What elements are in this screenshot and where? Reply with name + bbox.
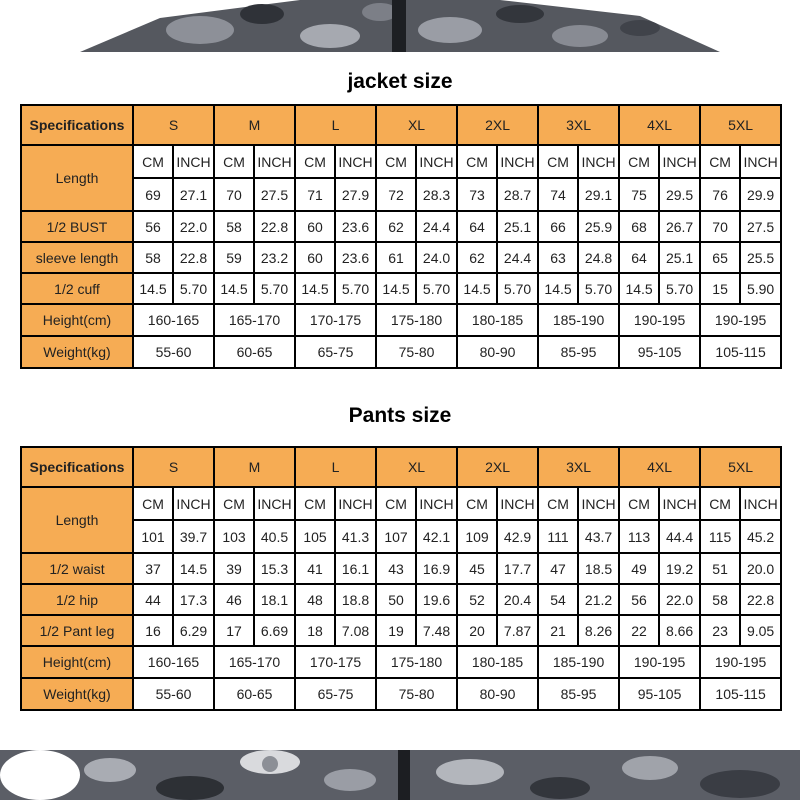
value-cell: 8.66 [659,615,700,646]
measurement-row [21,615,781,646]
weight-range-cell: 105-115 [700,678,781,710]
unit-cell: INCH [254,145,295,178]
row-label: 1/2 hip [21,584,133,615]
height-range-cell: 190-195 [700,646,781,678]
value-cell: 5.70 [254,273,295,304]
value-cell: 15.3 [254,553,295,584]
value-cell: 61 [376,242,416,273]
weight-row [21,336,781,368]
unit-cell: CM [133,145,173,178]
value-cell: 73 [457,178,497,211]
height-label: Height(cm) [21,646,133,678]
row-label: 1/2 BUST [21,211,133,242]
height-range-cell: 175-180 [376,304,457,336]
size-header: 4XL [619,447,700,487]
weight-range-cell: 95-105 [619,678,700,710]
value-cell: 19.6 [416,584,457,615]
value-cell: 23.2 [254,242,295,273]
value-cell: 71 [295,178,335,211]
value-cell: 21 [538,615,578,646]
value-cell: 20 [457,615,497,646]
value-cell: 14.5 [619,273,659,304]
weight-range-cell: 95-105 [619,336,700,368]
size-header: 3XL [538,447,619,487]
value-cell: 16.9 [416,553,457,584]
unit-cell: CM [457,487,497,520]
value-cell: 5.70 [173,273,214,304]
value-cell: 39 [214,553,254,584]
value-cell: 44.4 [659,520,700,553]
value-cell: 48 [295,584,335,615]
value-cell: 6.69 [254,615,295,646]
value-cell: 25.1 [497,211,538,242]
value-cell: 75 [619,178,659,211]
value-cell: 14.5 [214,273,254,304]
value-cell: 7.08 [335,615,376,646]
specifications-label: Specifications [21,447,133,487]
value-cell: 42.9 [497,520,538,553]
value-cell: 41.3 [335,520,376,553]
size-header: 5XL [700,447,781,487]
camo-pattern-bottom [0,750,800,800]
value-cell: 25.9 [578,211,619,242]
value-cell: 5.70 [497,273,538,304]
value-cell: 18.1 [254,584,295,615]
value-cell: 101 [133,520,173,553]
value-cell: 7.48 [416,615,457,646]
pants-table-body [21,447,781,710]
value-cell: 70 [214,178,254,211]
height-range-cell: 165-170 [214,304,295,336]
unit-cell: INCH [497,145,538,178]
height-range-cell: 190-195 [619,646,700,678]
weight-range-cell: 80-90 [457,678,538,710]
value-cell: 54 [538,584,578,615]
value-cell: 20.0 [740,553,781,584]
jacket-size-title: jacket size [347,70,453,93]
value-cell: 18.8 [335,584,376,615]
unit-cell: CM [133,487,173,520]
height-range-cell: 160-165 [133,646,214,678]
unit-cell: CM [376,145,416,178]
measurement-row [21,584,781,615]
weight-label: Weight(kg) [21,336,133,368]
unit-cell: CM [376,487,416,520]
value-cell: 7.87 [497,615,538,646]
weight-range-cell: 55-60 [133,336,214,368]
row-label: 1/2 cuff [21,273,133,304]
unit-cell: CM [214,145,254,178]
value-cell: 60 [295,211,335,242]
value-cell: 17.3 [173,584,214,615]
unit-cell: INCH [740,487,781,520]
value-cell: 5.90 [740,273,781,304]
height-range-cell: 180-185 [457,646,538,678]
product-photo-bottom [0,750,800,800]
value-cell: 65 [700,242,740,273]
row-label: 1/2 Pant leg [21,615,133,646]
weight-label: Weight(kg) [21,678,133,710]
size-header-row [21,105,781,145]
height-row [21,304,781,336]
value-cell: 23 [700,615,740,646]
measurement-row [21,553,781,584]
value-cell: 25.5 [740,242,781,273]
height-range-cell: 185-190 [538,646,619,678]
value-cell: 22 [619,615,659,646]
value-cell: 74 [538,178,578,211]
unit-cell: INCH [659,145,700,178]
value-cell: 42.1 [416,520,457,553]
value-cell: 41 [295,553,335,584]
value-cell: 43 [376,553,416,584]
value-cell: 22.0 [173,211,214,242]
value-cell: 22.0 [659,584,700,615]
unit-cell: CM [700,145,740,178]
value-cell: 58 [214,211,254,242]
value-cell: 56 [133,211,173,242]
size-header: L [295,447,376,487]
value-cell: 76 [700,178,740,211]
size-header: 3XL [538,105,619,145]
unit-cell: INCH [335,487,376,520]
value-cell: 45.2 [740,520,781,553]
value-cell: 8.26 [578,615,619,646]
size-header: S [133,105,214,145]
length-unit-row [21,487,781,520]
value-cell: 29.1 [578,178,619,211]
pants-size-title: Pants size [348,404,452,427]
unit-cell: CM [538,145,578,178]
value-cell: 17.7 [497,553,538,584]
value-cell: 47 [538,553,578,584]
value-cell: 22.8 [254,211,295,242]
size-header: L [295,105,376,145]
size-header: M [214,447,295,487]
value-cell: 23.6 [335,211,376,242]
value-cell: 27.9 [335,178,376,211]
size-header: 2XL [457,105,538,145]
value-cell: 64 [457,211,497,242]
size-header: S [133,447,214,487]
height-row [21,646,781,678]
value-cell: 28.7 [497,178,538,211]
weight-range-cell: 75-80 [376,678,457,710]
value-cell: 43.7 [578,520,619,553]
value-cell: 111 [538,520,578,553]
value-cell: 58 [133,242,173,273]
value-cell: 63 [538,242,578,273]
weight-range-cell: 85-95 [538,336,619,368]
row-label: 1/2 waist [21,553,133,584]
unit-cell: CM [619,487,659,520]
value-cell: 68 [619,211,659,242]
value-cell: 14.5 [173,553,214,584]
value-cell: 15 [700,273,740,304]
weight-range-cell: 60-65 [214,336,295,368]
value-cell: 40.5 [254,520,295,553]
height-range-cell: 185-190 [538,304,619,336]
value-cell: 52 [457,584,497,615]
value-cell: 24.4 [416,211,457,242]
value-cell: 21.2 [578,584,619,615]
value-cell: 51 [700,553,740,584]
value-cell: 14.5 [376,273,416,304]
length-unit-row [21,145,781,178]
unit-cell: CM [538,487,578,520]
unit-cell: CM [619,145,659,178]
value-cell: 18 [295,615,335,646]
value-cell: 37 [133,553,173,584]
value-cell: 24.8 [578,242,619,273]
unit-cell: INCH [173,145,214,178]
value-cell: 26.7 [659,211,700,242]
weight-range-cell: 105-115 [700,336,781,368]
unit-cell: CM [457,145,497,178]
pants-size-table [20,446,782,711]
value-cell: 103 [214,520,254,553]
camo-pattern-top [0,0,800,52]
height-range-cell: 190-195 [700,304,781,336]
height-range-cell: 170-175 [295,646,376,678]
unit-cell: INCH [659,487,700,520]
value-cell: 64 [619,242,659,273]
unit-cell: CM [214,487,254,520]
value-cell: 6.29 [173,615,214,646]
value-cell: 5.70 [659,273,700,304]
value-cell: 24.0 [416,242,457,273]
value-cell: 25.1 [659,242,700,273]
unit-cell: INCH [416,145,457,178]
value-cell: 5.70 [578,273,619,304]
value-cell: 14.5 [133,273,173,304]
unit-cell: INCH [578,145,619,178]
value-cell: 9.05 [740,615,781,646]
value-cell: 19.2 [659,553,700,584]
unit-cell: INCH [254,487,295,520]
value-cell: 70 [700,211,740,242]
size-header: 2XL [457,447,538,487]
value-cell: 69 [133,178,173,211]
weight-range-cell: 75-80 [376,336,457,368]
value-cell: 58 [700,584,740,615]
value-cell: 5.70 [335,273,376,304]
weight-range-cell: 65-75 [295,678,376,710]
value-cell: 105 [295,520,335,553]
length-label: Length [21,145,133,211]
value-cell: 16 [133,615,173,646]
value-cell: 19 [376,615,416,646]
value-cell: 14.5 [538,273,578,304]
value-cell: 39.7 [173,520,214,553]
value-cell: 27.5 [254,178,295,211]
height-range-cell: 180-185 [457,304,538,336]
value-cell: 56 [619,584,659,615]
value-cell: 62 [457,242,497,273]
size-header-row [21,447,781,487]
size-header: XL [376,105,457,145]
weight-range-cell: 65-75 [295,336,376,368]
measurement-row [21,211,781,242]
size-header: 5XL [700,105,781,145]
value-cell: 50 [376,584,416,615]
weight-row [21,678,781,710]
value-cell: 27.5 [740,211,781,242]
value-cell: 44 [133,584,173,615]
value-cell: 14.5 [295,273,335,304]
value-cell: 20.4 [497,584,538,615]
height-range-cell: 160-165 [133,304,214,336]
weight-range-cell: 85-95 [538,678,619,710]
value-cell: 29.5 [659,178,700,211]
value-cell: 109 [457,520,497,553]
measurement-row [21,273,781,304]
unit-cell: CM [295,145,335,178]
product-photo-top [0,0,800,52]
value-cell: 29.9 [740,178,781,211]
measurement-row [21,242,781,273]
height-range-cell: 165-170 [214,646,295,678]
unit-cell: INCH [740,145,781,178]
value-cell: 66 [538,211,578,242]
value-cell: 5.70 [416,273,457,304]
value-cell: 27.1 [173,178,214,211]
height-range-cell: 175-180 [376,646,457,678]
value-cell: 45 [457,553,497,584]
length-value-row [21,178,781,211]
height-range-cell: 170-175 [295,304,376,336]
value-cell: 59 [214,242,254,273]
value-cell: 14.5 [457,273,497,304]
unit-cell: INCH [335,145,376,178]
unit-cell: INCH [578,487,619,520]
height-range-cell: 190-195 [619,304,700,336]
unit-cell: INCH [497,487,538,520]
size-header: M [214,105,295,145]
row-label: sleeve length [21,242,133,273]
value-cell: 46 [214,584,254,615]
unit-cell: CM [295,487,335,520]
weight-range-cell: 55-60 [133,678,214,710]
size-header: 4XL [619,105,700,145]
value-cell: 28.3 [416,178,457,211]
unit-cell: CM [700,487,740,520]
value-cell: 115 [700,520,740,553]
value-cell: 49 [619,553,659,584]
value-cell: 17 [214,615,254,646]
weight-range-cell: 80-90 [457,336,538,368]
length-label: Length [21,487,133,553]
size-header: XL [376,447,457,487]
value-cell: 60 [295,242,335,273]
weight-range-cell: 60-65 [214,678,295,710]
height-label: Height(cm) [21,304,133,336]
unit-cell: INCH [173,487,214,520]
value-cell: 24.4 [497,242,538,273]
jacket-size-table [20,104,782,369]
value-cell: 16.1 [335,553,376,584]
specifications-label: Specifications [21,105,133,145]
value-cell: 107 [376,520,416,553]
value-cell: 62 [376,211,416,242]
value-cell: 72 [376,178,416,211]
unit-cell: INCH [416,487,457,520]
value-cell: 22.8 [740,584,781,615]
value-cell: 113 [619,520,659,553]
value-cell: 18.5 [578,553,619,584]
value-cell: 23.6 [335,242,376,273]
length-value-row [21,520,781,553]
value-cell: 22.8 [173,242,214,273]
jacket-table-body [21,105,781,368]
